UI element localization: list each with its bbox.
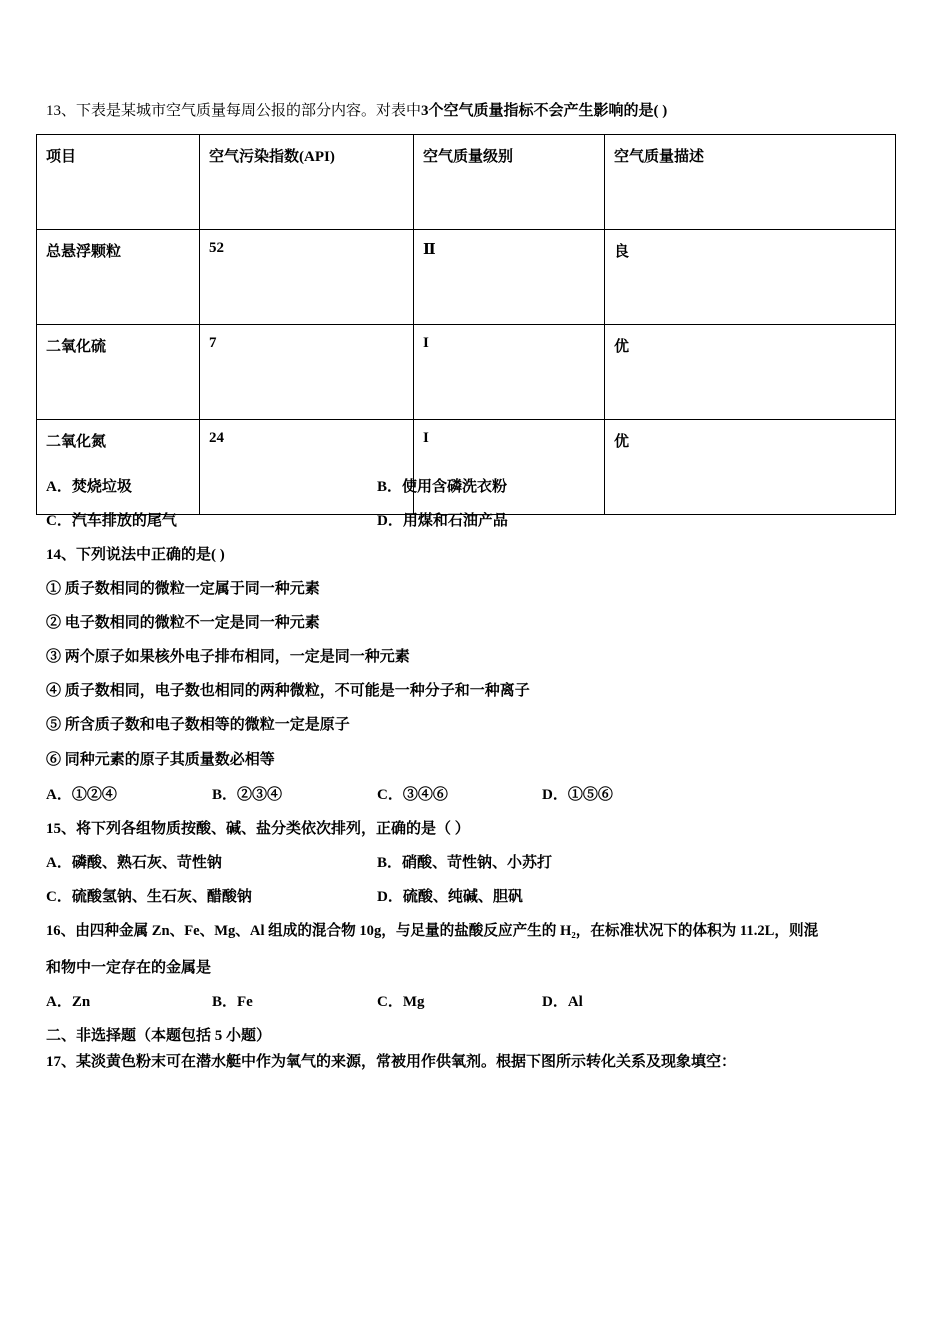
q16-option-a: A．Zn	[46, 994, 91, 1010]
q14-option-a: A．①②④	[46, 787, 117, 803]
table-header: 项目	[37, 135, 200, 230]
q15-option-b: B．硝酸、苛性钠、小苏打	[377, 855, 553, 871]
q14-statement: ② 电子数相同的微粒不一定是同一种元素	[46, 615, 320, 631]
q17-stem: 17、某淡黄色粉末可在潜水艇中作为氧气的来源，常被用作供氧剂。根据下图所示转化关系及现象填空：	[46, 1054, 737, 1070]
q15-option-a: A．磷酸、熟石灰、苛性钠	[46, 855, 222, 871]
q14-option-b: B．②③④	[212, 787, 283, 803]
table-header-row	[37, 135, 896, 230]
table-header: 空气污染指数(API)	[200, 135, 414, 230]
table-cell: 二氧化硫	[37, 325, 200, 420]
q14-statement: ⑥ 同种元素的原子其质量数必相等	[46, 752, 275, 768]
section-heading: 二、非选择题（本题包括 5 小题）	[46, 1028, 272, 1044]
table-row	[37, 230, 896, 325]
q13-option-d: D．用煤和石油产品	[377, 513, 508, 529]
q13-stem	[46, 102, 667, 120]
table-cell: 52	[200, 230, 414, 325]
q13-stem-number: 3	[421, 103, 429, 119]
q13-option-c: C．汽车排放的尾气	[46, 513, 177, 529]
q13-stem-text: 13、下表是某城市空气质量每周公报的部分内容。对表中	[46, 103, 422, 119]
q13-option-a: A．焚烧垃圾	[46, 479, 132, 495]
q14-option-c: C．③④⑥	[377, 787, 448, 803]
q16-stem-line2: 和物中一定存在的金属是	[46, 960, 212, 976]
table-cell: 总悬浮颗粒	[37, 230, 200, 325]
table-header: 空气质量级别	[414, 135, 605, 230]
table-cell: 二氧化氮	[37, 420, 200, 515]
table-cell: I	[414, 420, 605, 515]
table-row	[37, 325, 896, 420]
table-header: 空气质量描述	[605, 135, 896, 230]
table-cell: 7	[200, 325, 414, 420]
q14-option-d: D．①⑤⑥	[542, 787, 613, 803]
q14-statement: ④ 质子数相同，电子数也相同的两种微粒，不可能是一种分子和一种离子	[46, 683, 530, 699]
q16-stem-line1: 16、由四种金属 Zn、Fe、Mg、Al 组成的混合物 10g，与足量的盐酸反应产生的 H₂，在标准状况下的体积为 11.2L，则混	[46, 923, 819, 939]
table-row	[37, 420, 896, 515]
q14-statement: ③ 两个原子如果核外电子排布相同，一定是同一种元素	[46, 649, 410, 665]
q16-option-d: D．Al	[542, 994, 583, 1010]
q14-statement: ⑤ 所含质子数和电子数相等的微粒一定是原子	[46, 717, 350, 733]
air-quality-table	[36, 134, 896, 515]
table-cell: I	[414, 325, 605, 420]
table-cell: 优	[605, 420, 896, 515]
table-cell: 良	[605, 230, 896, 325]
q15-option-d: D．硫酸、纯碱、胆矾	[377, 889, 523, 905]
q15-stem: 15、将下列各组物质按酸、碱、盐分类依次排列，正确的是（ ）	[46, 821, 470, 837]
table-cell: Ⅱ	[414, 230, 605, 325]
q16-option-b: B．Fe	[212, 994, 253, 1010]
table-cell: 优	[605, 325, 896, 420]
q16-option-c: C．Mg	[377, 994, 425, 1010]
q15-option-c: C．硫酸氢钠、生石灰、醋酸钠	[46, 889, 252, 905]
q13-option-b: B．使用含磷洗衣粉	[377, 479, 508, 495]
q13-stem-end: 个空气质量指标不会产生影响的是( )	[428, 103, 668, 119]
q14-stem: 14、下列说法中正确的是( )	[46, 547, 225, 563]
table-cell: 24	[200, 420, 414, 515]
q14-statement: ① 质子数相同的微粒一定属于同一种元素	[46, 581, 320, 597]
